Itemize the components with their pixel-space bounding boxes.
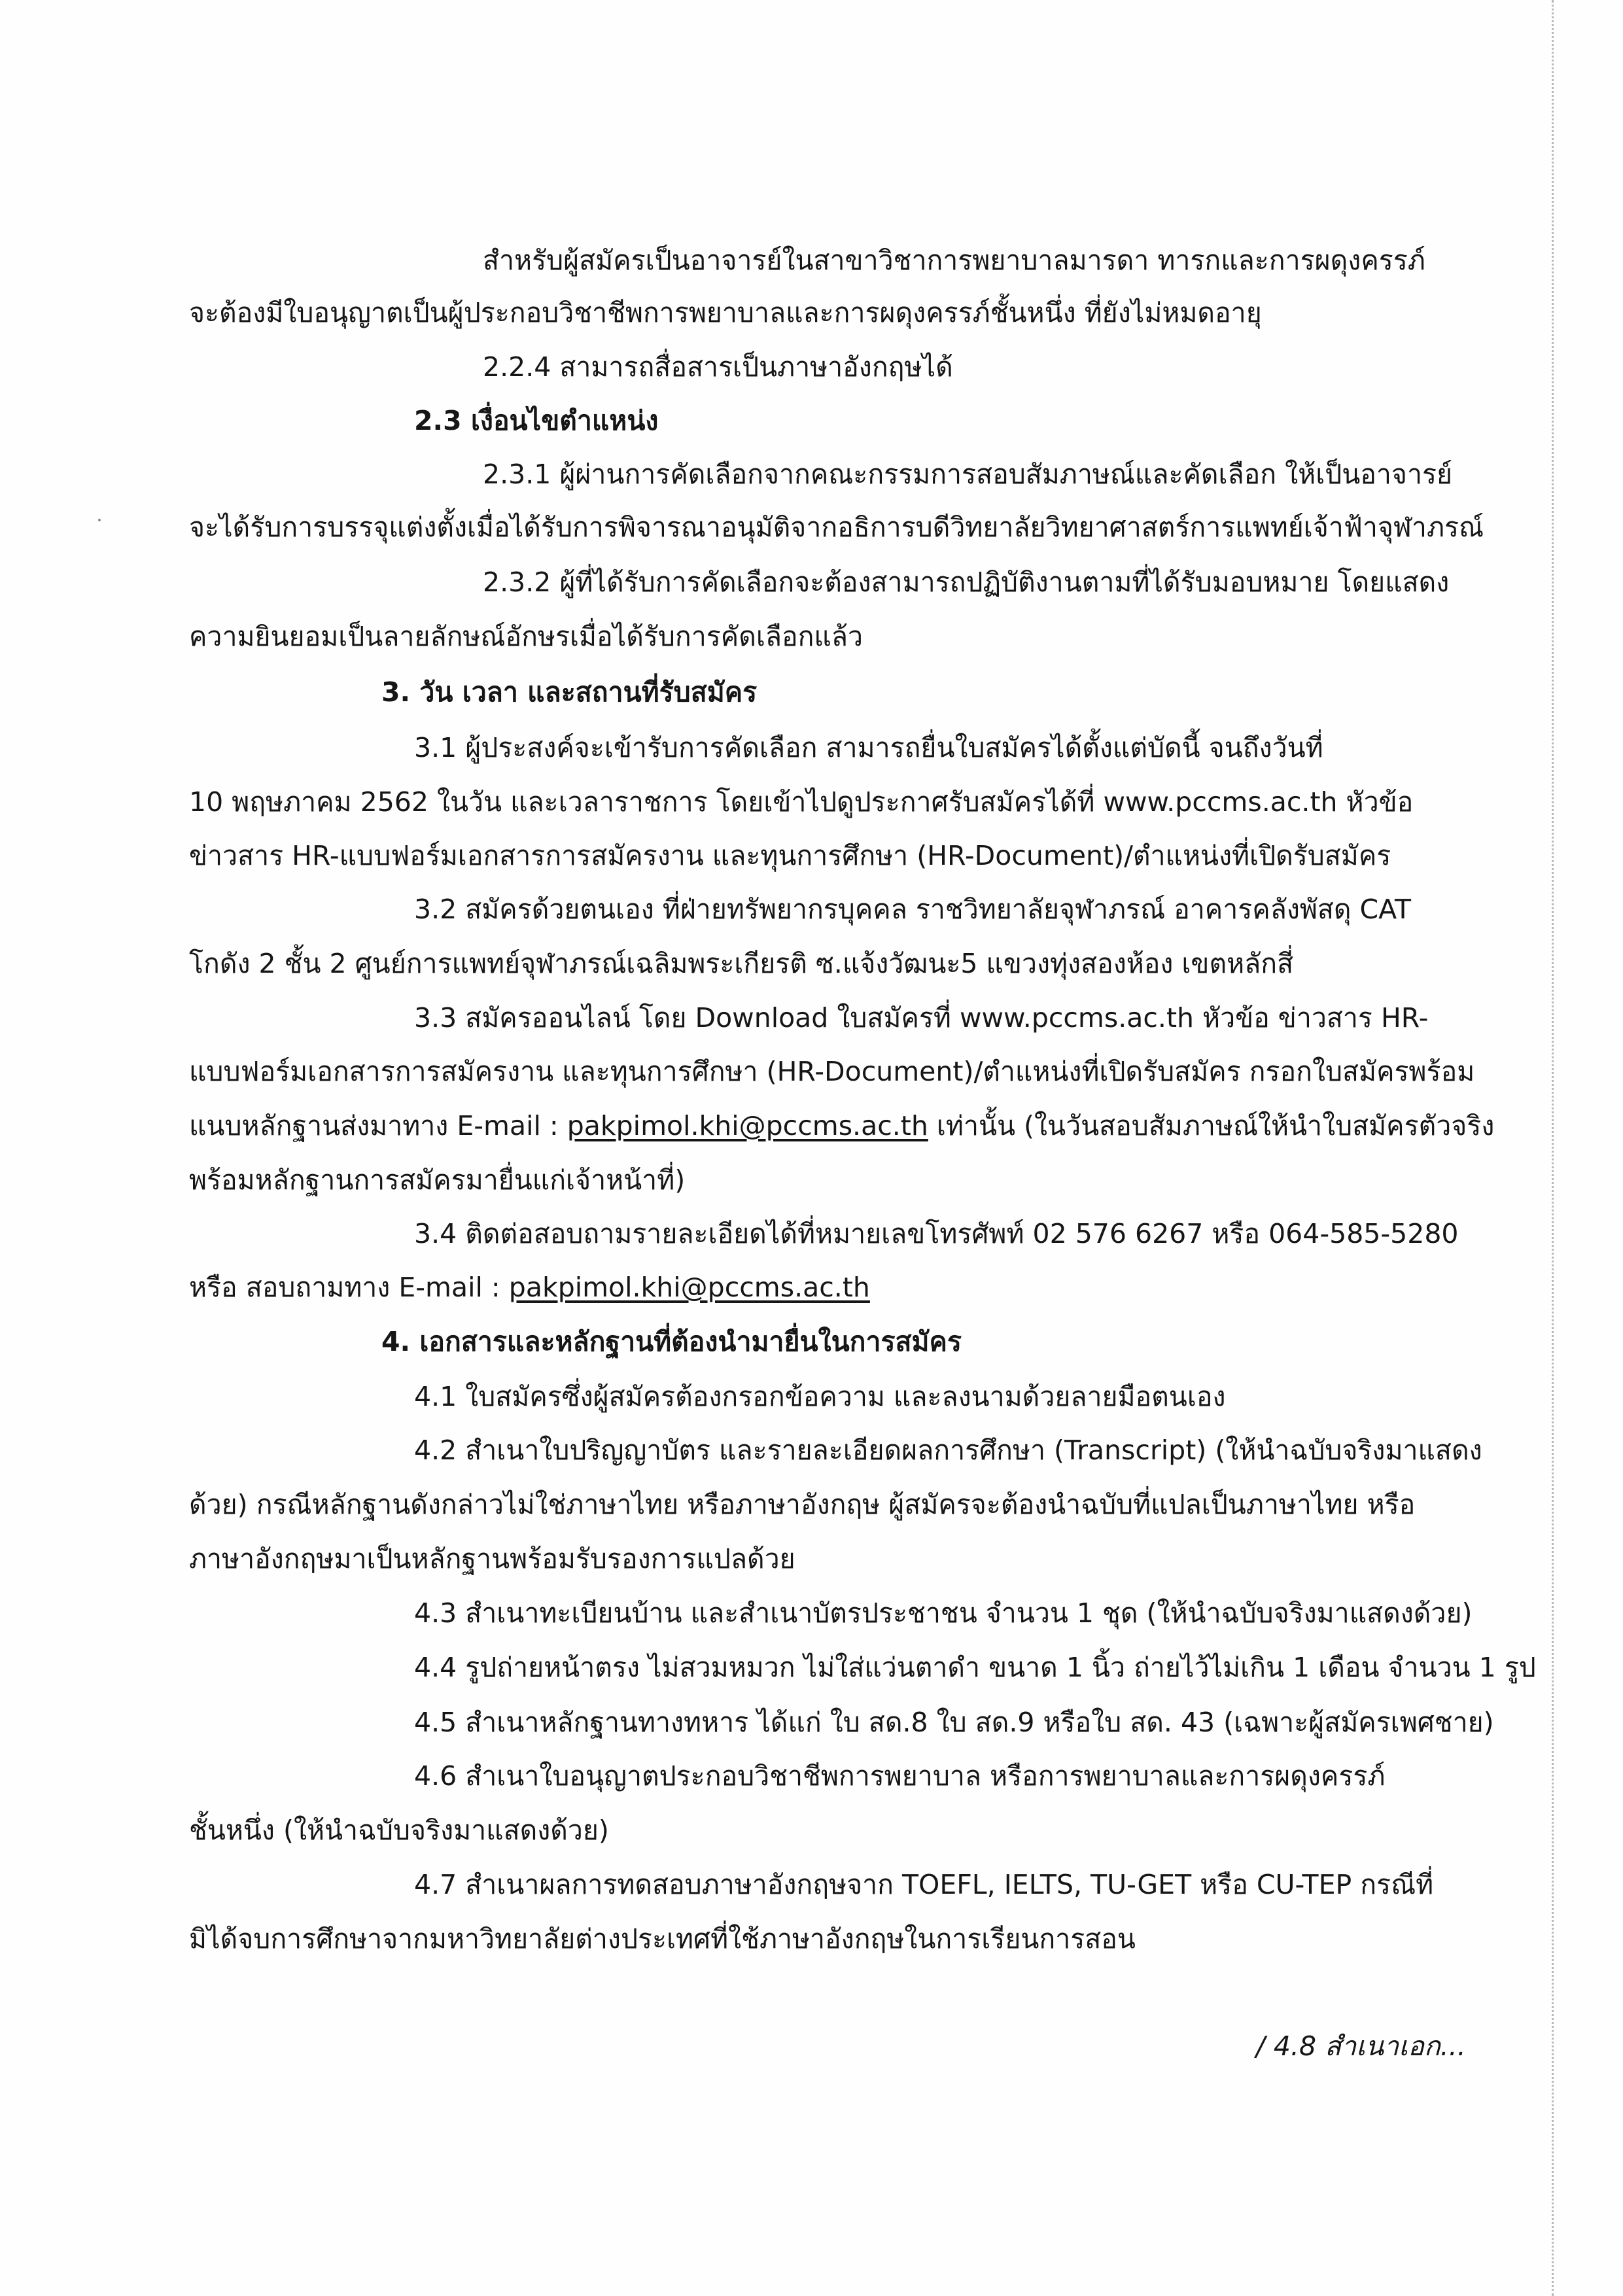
- paragraph-line: สำหรับผู้สมัครเป็นอาจารย์ในสาขาวิชาการพยาบาลมารดา ทารกและการผดุงครรภ์: [483, 245, 1425, 276]
- paragraph-line: ความยินยอมเป็นลายลักษณ์อักษรเมื่อได้รับการคัดเลือกแล้ว: [189, 621, 864, 652]
- paragraph-line: ข่าวสาร HR-แบบฟอร์มเอกสารการสมัครงาน และทุนการศึกษา (HR-Document)/ตำแหน่งที่เปิดรับสมัคร: [189, 840, 1391, 871]
- paragraph-line: 10 พฤษภาคม 2562 ในวัน และเวลาราชการ โดยเข้าไปดูประกาศรับสมัครได้ที่ www.pccms.ac.th หัวข้อ: [189, 786, 1414, 818]
- section-heading: 2.3 เงื่อนไขตำแหน่ง: [414, 405, 659, 436]
- paragraph-line: จะได้รับการบรรจุแต่งตั้งเมื่อได้รับการพิจารณาอนุมัติจากอธิการบดีวิทยาลัยวิทยาศาสตร์การแพทย์เจ้าฟ้าจุฬาภรณ์: [189, 512, 1484, 543]
- paragraph-line: 3.3 สมัครออนไลน์ โดย Download ใบสมัครที่ www.pccms.ac.th หัวข้อ ข่าวสาร HR-: [414, 1002, 1429, 1034]
- email-note: เท่านั้น (ในวันสอบสัมภาษณ์ให้นำใบสมัครตัวจริง: [936, 1110, 1495, 1141]
- paragraph-line: 4.7 สำเนาผลการทดสอบภาษาอังกฤษจาก TOEFL, IELTS, TU-GET หรือ CU-TEP กรณีที่: [414, 1869, 1434, 1900]
- scan-edge-line: [1552, 0, 1554, 2296]
- paragraph-line: 2.3.1 ผู้ผ่านการคัดเลือกจากคณะกรรมการสอบสัมภาษณ์และคัดเลือก ให้เป็นอาจารย์: [483, 459, 1453, 490]
- paragraph-line: จะต้องมีใบอนุญาตเป็นผู้ประกอบวิชาชีพการพยาบาลและการผดุงครรภ์ชั้นหนึ่ง ที่ยังไม่หมดอายุ: [189, 297, 1262, 328]
- paragraph-line: มิได้จบการศึกษาจากมหาวิทยาลัยต่างประเทศที่ใช้ภาษาอังกฤษในการเรียนการสอน: [189, 1923, 1136, 1955]
- paragraph-line: ชั้นหนึ่ง (ให้นำฉบับจริงมาแสดงด้วย): [189, 1815, 609, 1846]
- paragraph-line: พร้อมหลักฐานการสมัครมายื่นแก่เจ้าหน้าที่): [189, 1164, 686, 1196]
- email-label: แนบหลักฐานส่งมาทาง E-mail :: [189, 1110, 559, 1141]
- paragraph-line: 4.5 สำเนาหลักฐานทางทหาร ได้แก่ ใบ สด.8 ใบ สด.9 หรือใบ สด. 43 (เฉพาะผู้สมัครเพศชาย): [414, 1707, 1494, 1738]
- paragraph-line: โกดัง 2 ชั้น 2 ศูนย์การแพทย์จุฬาภรณ์เฉลิมพระเกียรติ ซ.แจ้งวัฒนะ5 แขวงทุ่งสองห้อง เขตหลักสี่: [189, 948, 1294, 979]
- section-heading: 3. วัน เวลา และสถานที่รับสมัคร: [381, 676, 758, 708]
- paragraph-line: 4.2 สำเนาใบปริญญาบัตร และรายละเอียดผลการศึกษา (Transcript) (ให้นำฉบับจริงมาแสดง: [414, 1435, 1482, 1466]
- paragraph-line: 3.2 สมัครด้วยตนเอง ที่ฝ่ายทรัพยากรบุคคล ราชวิทยาลัยจุฬาภรณ์ อาคารคลังพัสดุ CAT: [414, 894, 1412, 925]
- email-link[interactable]: pakpimol.khi@pccms.ac.th: [567, 1110, 928, 1141]
- paragraph-line: 4.4 รูปถ่ายหน้าตรง ไม่สวมหมวก ไม่ใส่แว่นตาดำ ขนาด 1 นิ้ว ถ่ายไว้ไม่เกิน 1 เดือน จำนวน 1 รูป: [414, 1652, 1536, 1683]
- paragraph-line: 2.3.2 ผู้ที่ได้รับการคัดเลือกจะต้องสามารถปฏิบัติงานตามที่ได้รับมอบหมาย โดยแสดง: [483, 566, 1450, 598]
- paragraph-line: ด้วย) กรณีหลักฐานดังกล่าวไม่ใช่ภาษาไทย หรือภาษาอังกฤษ ผู้สมัครจะต้องนำฉบับที่แปลเป็นภาษาไทย หรือ: [189, 1489, 1416, 1520]
- page-continuation: / 4.8 สำเนาเอก...: [1256, 2030, 1466, 2062]
- paragraph-line: ภาษาอังกฤษมาเป็นหลักฐานพร้อมรับรองการแปลด้วย: [189, 1543, 795, 1574]
- section-heading: 4. เอกสารและหลักฐานที่ต้องนำมายื่นในการสมัคร: [381, 1326, 962, 1357]
- scan-speck: [98, 519, 101, 521]
- paragraph-line: 3.1 ผู้ประสงค์จะเข้ารับการคัดเลือก สามารถยื่นใบสมัครได้ตั้งแต่บัดนี้ จนถึงวันที่: [414, 732, 1323, 763]
- paragraph-line: 4.1 ใบสมัครซึ่งผู้สมัครต้องกรอกข้อความ และลงนามด้วยลายมือตนเอง: [414, 1381, 1226, 1412]
- paragraph-line: 4.3 สำเนาทะเบียนบ้าน และสำเนาบัตรประชาชน จำนวน 1 ชุด (ให้นำฉบับจริงมาแสดงด้วย): [414, 1597, 1473, 1629]
- paragraph-line: [189, 1268, 870, 1307]
- paragraph-line: 3.4 ติดต่อสอบถามรายละเอียดได้ที่หมายเลขโทรศัพท์ 02 576 6267 หรือ 064-585-5280: [414, 1218, 1459, 1249]
- email-link[interactable]: pakpimol.khi@pccms.ac.th: [508, 1272, 870, 1303]
- email-label: หรือ สอบถามทาง E-mail :: [189, 1272, 500, 1303]
- paragraph-line: แบบฟอร์มเอกสารการสมัครงาน และทุนการศึกษา (HR-Document)/ตำแหน่งที่เปิดรับสมัคร กรอกใบสมัครพร้อม: [189, 1056, 1475, 1087]
- paragraph-line: 4.6 สำเนาใบอนุญาตประกอบวิชาชีพการพยาบาล หรือการพยาบาลและการผดุงครรภ์: [414, 1760, 1386, 1792]
- paragraph-line: 2.2.4 สามารถสื่อสารเป็นภาษาอังกฤษได้: [483, 351, 953, 383]
- paragraph-line: [189, 1106, 1494, 1145]
